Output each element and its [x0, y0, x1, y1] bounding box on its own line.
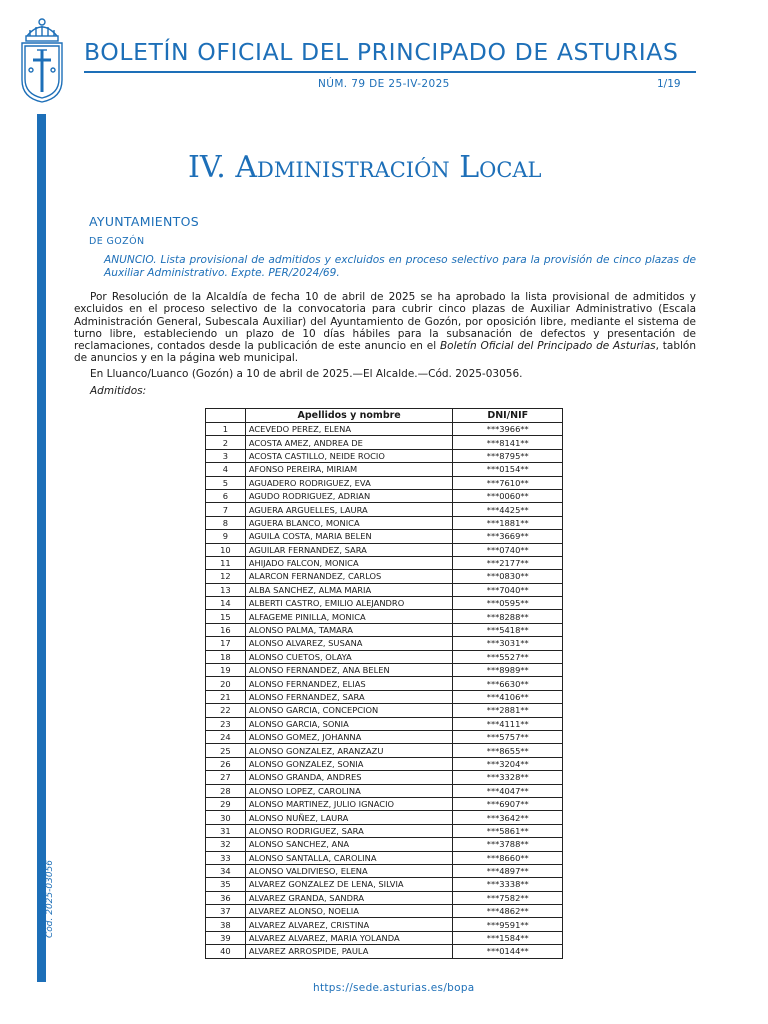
- row-number: 14: [206, 597, 246, 610]
- row-dni: ***4862**: [453, 905, 563, 918]
- row-name: ALONSO NUÑEZ, LAURA: [245, 811, 453, 824]
- table-row: [206, 463, 563, 476]
- row-number: 6: [206, 489, 246, 502]
- signature-line: En Lluanco/Luanco (Gozón) a 10 de abril de 2025.—El Alcalde.—Cód. 2025-03056.: [90, 368, 523, 380]
- table-row: [206, 610, 563, 623]
- row-number: 2: [206, 436, 246, 449]
- table-row: [206, 704, 563, 717]
- admitted-table: [205, 408, 563, 959]
- row-name: ACOSTA AMEZ, ANDREA DE: [245, 436, 453, 449]
- row-name: ACEVEDO PEREZ, ELENA: [245, 423, 453, 436]
- table-row: [206, 489, 563, 502]
- section-numeral: IV.: [188, 150, 226, 185]
- row-number: 16: [206, 623, 246, 636]
- row-number: 26: [206, 757, 246, 770]
- row-dni: ***7040**: [453, 583, 563, 596]
- table-row: [206, 784, 563, 797]
- row-number: 33: [206, 851, 246, 864]
- row-dni: ***5527**: [453, 650, 563, 663]
- announcement-title: ANUNCIO. Lista provisional de admitidos y excluidos en proceso selectivo para la provisión de cinco plazas de Auxiliar Administrativo. Expte. PER/2024/69.: [104, 254, 696, 279]
- table-row: [206, 744, 563, 757]
- row-name: ALONSO ALVAREZ, SUSANA: [245, 637, 453, 650]
- page-number: 1/19: [657, 78, 681, 90]
- table-row: [206, 918, 563, 931]
- row-name: ALVAREZ ARROSPIDE, PAULA: [245, 945, 453, 958]
- row-dni: ***3328**: [453, 771, 563, 784]
- organization-name: AYUNTAMIENTOS: [89, 214, 199, 229]
- row-dni: ***6907**: [453, 797, 563, 810]
- row-number: 19: [206, 664, 246, 677]
- row-name: ALONSO PALMA, TAMARA: [245, 623, 453, 636]
- table-row: [206, 878, 563, 891]
- table-row: [206, 597, 563, 610]
- table-row: [206, 449, 563, 462]
- side-document-code: Cód. 2025-03056: [45, 859, 55, 938]
- row-number: 34: [206, 864, 246, 877]
- row-dni: ***4106**: [453, 690, 563, 703]
- table-row: [206, 543, 563, 556]
- row-dni: ***0830**: [453, 570, 563, 583]
- asturias-crest-logo: [17, 14, 67, 104]
- row-number: 3: [206, 449, 246, 462]
- row-name: ALONSO GONZALEZ, SONIA: [245, 757, 453, 770]
- row-name: ALONSO GARCIA, CONCEPCION: [245, 704, 453, 717]
- list-label: Admitidos:: [90, 385, 147, 397]
- row-dni: ***3031**: [453, 637, 563, 650]
- row-number: 38: [206, 918, 246, 931]
- issue-number: NÚM. 79 DE 25-IV-2025: [318, 78, 450, 90]
- section-title: [188, 150, 542, 185]
- section-name: Administración Local: [235, 150, 542, 185]
- row-name: ALBA SANCHEZ, ALMA MARIA: [245, 583, 453, 596]
- row-dni: ***1584**: [453, 931, 563, 944]
- row-dni: ***8660**: [453, 851, 563, 864]
- row-name: AGUERA BLANCO, MONICA: [245, 516, 453, 529]
- row-number: 12: [206, 570, 246, 583]
- table-row: [206, 664, 563, 677]
- organization-sub: DE GOZÓN: [89, 236, 145, 247]
- row-number: 36: [206, 891, 246, 904]
- table-row: [206, 931, 563, 944]
- table-row: [206, 677, 563, 690]
- row-number: 18: [206, 650, 246, 663]
- row-name: ALONSO FERNANDEZ, ELIAS: [245, 677, 453, 690]
- row-name: ALARCON FERNANDEZ, CARLOS: [245, 570, 453, 583]
- table-row: [206, 864, 563, 877]
- row-number: 1: [206, 423, 246, 436]
- table-row: [206, 650, 563, 663]
- row-number: 28: [206, 784, 246, 797]
- row-number: 21: [206, 690, 246, 703]
- row-dni: ***7610**: [453, 476, 563, 489]
- table-row: [206, 570, 563, 583]
- row-name: ALONSO GRANDA, ANDRES: [245, 771, 453, 784]
- row-name: ALONSO SANTALLA, CAROLINA: [245, 851, 453, 864]
- row-dni: ***4111**: [453, 717, 563, 730]
- row-dni: ***0144**: [453, 945, 563, 958]
- row-name: ALVAREZ GONZALEZ DE LENA, SILVIA: [245, 878, 453, 891]
- row-name: ALVAREZ ALVAREZ, CRISTINA: [245, 918, 453, 931]
- table-row: [206, 690, 563, 703]
- row-name: ALVAREZ ALONSO, NOELIA: [245, 905, 453, 918]
- table-row: [206, 824, 563, 837]
- table-row: [206, 891, 563, 904]
- row-name: ALONSO RODRIGUEZ, SARA: [245, 824, 453, 837]
- row-number: 22: [206, 704, 246, 717]
- row-name: ALVAREZ ALVAREZ, MARIA YOLANDA: [245, 931, 453, 944]
- row-name: AGUERA ARGUELLES, LAURA: [245, 503, 453, 516]
- row-dni: ***0060**: [453, 489, 563, 502]
- row-number: 25: [206, 744, 246, 757]
- row-number: 29: [206, 797, 246, 810]
- row-dni: ***4425**: [453, 503, 563, 516]
- row-dni: ***5757**: [453, 730, 563, 743]
- row-dni: ***3788**: [453, 838, 563, 851]
- table-row: [206, 905, 563, 918]
- row-dni: ***5861**: [453, 824, 563, 837]
- row-dni: ***3966**: [453, 423, 563, 436]
- footer-url-link[interactable]: https://sede.asturias.es/bopa: [313, 982, 475, 994]
- header-dni: DNI/NIF: [453, 409, 563, 423]
- row-number: 8: [206, 516, 246, 529]
- row-dni: ***3338**: [453, 878, 563, 891]
- row-name: ALONSO SANCHEZ, ANA: [245, 838, 453, 851]
- row-dni: ***5418**: [453, 623, 563, 636]
- row-number: 13: [206, 583, 246, 596]
- row-number: 27: [206, 771, 246, 784]
- row-name: ALONSO LOPEZ, CAROLINA: [245, 784, 453, 797]
- row-name: AGUILA COSTA, MARIA BELEN: [245, 530, 453, 543]
- table-row: [206, 516, 563, 529]
- table-row: [206, 771, 563, 784]
- table-row: [206, 637, 563, 650]
- row-name: AGUADERO RODRIGUEZ, EVA: [245, 476, 453, 489]
- row-number: 32: [206, 838, 246, 851]
- row-number: 5: [206, 476, 246, 489]
- row-dni: ***4047**: [453, 784, 563, 797]
- row-number: 39: [206, 931, 246, 944]
- header-name: Apellidos y nombre: [245, 409, 453, 423]
- row-name: AGUDO RODRIGUEZ, ADRIAN: [245, 489, 453, 502]
- row-number: 9: [206, 530, 246, 543]
- table-row: [206, 797, 563, 810]
- body-text-1: Por Resolución de la Alcaldía de fecha 10 de abril de 2025 se ha aprobado la lista provisional de admitidos y excluidos en el proceso selectivo de la convocatoria para cubrir cinco plazas de Auxiliar Administrativo (Escala Administración General, Subescala Auxiliar) del Ayuntamiento de Gozón, por oposición libre, mediante el sistema de turno libre, estableciendo un plazo de 10 días hábiles para la subsanación de defectos y presentación de reclamaciones, contados desde la publicación de este anuncio en el: [74, 291, 696, 353]
- row-number: 24: [206, 730, 246, 743]
- table-row: [206, 503, 563, 516]
- row-dni: ***8795**: [453, 449, 563, 462]
- row-number: 17: [206, 637, 246, 650]
- row-number: 37: [206, 905, 246, 918]
- row-number: 10: [206, 543, 246, 556]
- table-row: [206, 838, 563, 851]
- table-row: [206, 623, 563, 636]
- row-dni: ***2177**: [453, 556, 563, 569]
- table-header-row: [206, 409, 563, 423]
- row-name: ALONSO MARTINEZ, JULIO IGNACIO: [245, 797, 453, 810]
- table-row: [206, 851, 563, 864]
- row-dni: ***0740**: [453, 543, 563, 556]
- table-row: [206, 583, 563, 596]
- row-dni: ***0154**: [453, 463, 563, 476]
- table-row: [206, 945, 563, 958]
- table-row: [206, 556, 563, 569]
- row-dni: ***3669**: [453, 530, 563, 543]
- row-name: ALONSO GARCIA, SONIA: [245, 717, 453, 730]
- row-number: 15: [206, 610, 246, 623]
- row-name: ALONSO FERNANDEZ, ANA BELEN: [245, 664, 453, 677]
- row-dni: ***3204**: [453, 757, 563, 770]
- row-dni: ***1881**: [453, 516, 563, 529]
- side-bar: [37, 114, 46, 982]
- table-row: [206, 717, 563, 730]
- gazette-title: BOLETÍN OFICIAL DEL PRINCIPADO DE ASTURIAS: [84, 38, 679, 66]
- row-name: ALONSO CUETOS, OLAYA: [245, 650, 453, 663]
- row-number: 35: [206, 878, 246, 891]
- row-dni: ***4897**: [453, 864, 563, 877]
- row-dni: ***0595**: [453, 597, 563, 610]
- row-name: AHIJADO FALCON, MONICA: [245, 556, 453, 569]
- row-number: 40: [206, 945, 246, 958]
- body-text-2: , tablón de anuncios y en la página web municipal.: [74, 340, 696, 365]
- title-rule: [84, 71, 696, 73]
- body-paragraph: [74, 291, 696, 365]
- table-row: [206, 476, 563, 489]
- row-number: 11: [206, 556, 246, 569]
- row-name: ALONSO FERNANDEZ, SARA: [245, 690, 453, 703]
- table-row: [206, 423, 563, 436]
- row-dni: ***7582**: [453, 891, 563, 904]
- row-dni: ***8989**: [453, 664, 563, 677]
- row-dni: ***8655**: [453, 744, 563, 757]
- row-name: ALONSO GOMEZ, JOHANNA: [245, 730, 453, 743]
- row-number: 20: [206, 677, 246, 690]
- row-number: 31: [206, 824, 246, 837]
- row-dni: ***2881**: [453, 704, 563, 717]
- row-dni: ***8141**: [453, 436, 563, 449]
- table-row: [206, 730, 563, 743]
- row-name: AGUILAR FERNANDEZ, SARA: [245, 543, 453, 556]
- row-name: ACOSTA CASTILLO, NEIDE ROCIO: [245, 449, 453, 462]
- table-row: [206, 757, 563, 770]
- row-name: ALBERTI CASTRO, EMILIO ALEJANDRO: [245, 597, 453, 610]
- table-row: [206, 811, 563, 824]
- row-number: 7: [206, 503, 246, 516]
- header-number: [206, 409, 246, 423]
- table-row: [206, 530, 563, 543]
- row-name: ALONSO GONZALEZ, ARANZAZU: [245, 744, 453, 757]
- row-name: ALFAGEME PINILLA, MONICA: [245, 610, 453, 623]
- body-text-italic: Boletín Oficial del Principado de Asturias: [439, 340, 656, 353]
- row-dni: ***3642**: [453, 811, 563, 824]
- row-number: 23: [206, 717, 246, 730]
- row-number: 4: [206, 463, 246, 476]
- row-dni: ***6630**: [453, 677, 563, 690]
- row-name: ALVAREZ GRANDA, SANDRA: [245, 891, 453, 904]
- row-name: ALONSO VALDIVIESO, ELENA: [245, 864, 453, 877]
- table-row: [206, 436, 563, 449]
- row-number: 30: [206, 811, 246, 824]
- table-body: [206, 423, 563, 959]
- row-dni: ***9591**: [453, 918, 563, 931]
- row-dni: ***8288**: [453, 610, 563, 623]
- row-name: AFONSO PEREIRA, MIRIAM: [245, 463, 453, 476]
